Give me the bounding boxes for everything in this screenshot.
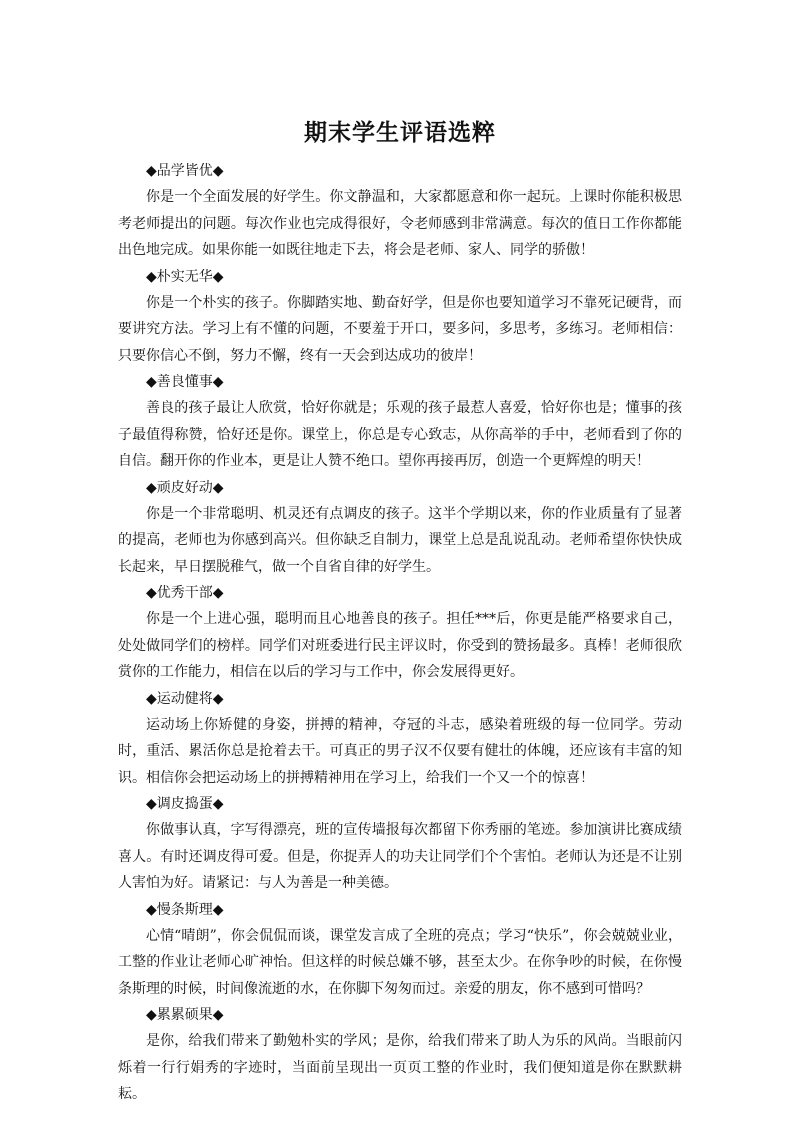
document-title: 期末学生评语选粹 <box>304 120 496 146</box>
comment-section <box>118 897 682 1003</box>
section-body: 你是一个非常聪明、机灵还有点调皮的孩子。这半个学期以来，你的作业质量有了显著的提高，老师也为你感到高兴。但你缺乏自制力，课堂上总是乱说乱动。老师希望你快快成长起来，早日摆脱稚气，做一个自省自律的好学生。 <box>118 505 682 575</box>
comment-section <box>118 580 682 686</box>
section-heading: ◆品学皆优◆ <box>146 163 224 179</box>
comment-section <box>118 686 682 792</box>
comment-section <box>118 475 682 581</box>
section-heading: ◆运动健将◆ <box>146 690 224 707</box>
section-body: 你是一个全面发展的好学生。你文静温和，大家都愿意和你一起玩。上课时你能积极思考老师提出的问题。每次作业也完成得很好，令老师感到非常满意。每次的值日工作你都能出色地完成。如果你能一如既往地走下去，将会是老师、家人、同学的骄傲！ <box>118 189 682 258</box>
section-body: 心情“晴朗”，你会侃侃而谈，课堂发言成了全班的亮点；学习“快乐”，你会兢兢业业，工整的作业让老师心旷神怡。但这样的时候总嫌不够，甚至太少。在你争吵的时候，在你慢条斯理的时候，时间像流逝的水，在你脚下匆匆而过。亲爱的朋友，你不感到可惜吗？ <box>118 927 682 997</box>
comment-section <box>118 264 682 370</box>
section-body: 运动场上你矫健的身姿，拼搏的精神，夺冠的斗志，感染着班级的每一位同学。劳动时，重活、累活你总是抢着去干。可真正的男子汉不仅要有健壮的体魄，还应该有丰富的知识。相信你会把运动场上的拼搏精神用在学习上，给我们一个又一个的惊喜！ <box>118 716 682 786</box>
section-heading: ◆慢条斯理◆ <box>146 901 224 918</box>
section-body: 你是一个朴实的孩子。你脚踏实地、勤奋好学，但是你也要知道学习不靠死记硬背，而要讲究方法。学习上有不懂的问题，不要羞于开口，要多问，多思考，多练习。老师相信：只要你信心不倒，努力不懈，终有一天会到达成功的彼岸！ <box>118 294 682 364</box>
section-heading: ◆调皮捣蛋◆ <box>146 796 224 812</box>
comment-section <box>118 158 682 264</box>
section-body: 你做事认真，字写得漂亮，班的宣传墙报每次都留下你秀丽的笔迹。参加演讲比赛成绩喜人。有时还调皮得可爱。但是，你捉弄人的功夫让同学们个个害怕。老师认为还是不让别人害怕为好。请紧记：与人为善是一种美德。 <box>118 822 682 891</box>
section-heading: ◆优秀干部◆ <box>146 585 224 601</box>
comment-section <box>118 1002 682 1108</box>
comment-section <box>118 791 682 897</box>
section-heading: ◆善良懂事◆ <box>146 374 224 390</box>
comment-section <box>118 369 682 475</box>
section-body: 善良的孩子最让人欣赏，恰好你就是；乐观的孩子最惹人喜爱，恰好你也是；懂事的孩子最值得称赞，恰好还是你。课堂上，你总是专心致志，从你高举的手中，老师看到了你的自信。翻开你的作业本，更是让人赞不绝口。望你再接再厉，创造一个更辉煌的明天！ <box>118 400 682 469</box>
section-heading: ◆朴实无华◆ <box>146 268 224 285</box>
section-heading: ◆累累硕果◆ <box>146 1007 224 1023</box>
section-body: 是你，给我们带来了勤勉朴实的学风；是你，给我们带来了助人为乐的风尚。当眼前闪烁着一行行娟秀的字迹时，当面前呈现出一页页工整的作业时，我们便知道是你在默默耕耘。 <box>118 1033 682 1102</box>
section-body: 你是一个上进心强，聪明而且心地善良的孩子。担任***后，你更是能严格要求自己，处处做同学们的榜样。同学们对班委进行民主评议时，你受到的赞扬最多。真棒！老师很欣赏你的工作能力，相信在以后的学习与工作中，你会发展得更好。 <box>118 611 682 680</box>
section-heading: ◆顽皮好动◆ <box>146 479 224 496</box>
